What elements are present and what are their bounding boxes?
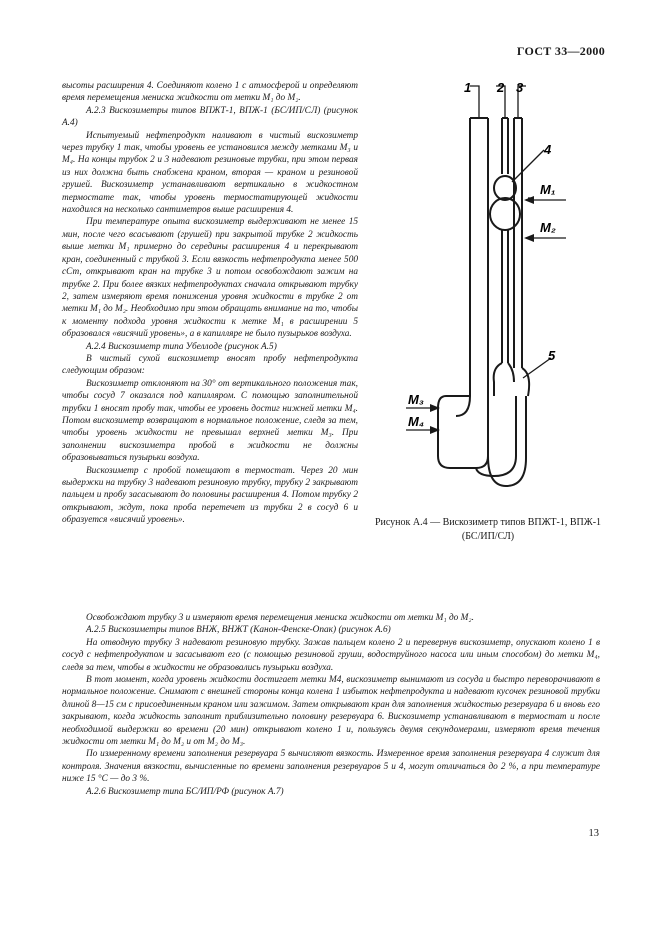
document-header: ГОСТ 33—2000 — [516, 44, 605, 58]
figure-label-4: 4 — [544, 142, 552, 157]
paragraph: Испытуемый нефтепродукт наливают в чистый вискозиметр через трубку 1 так, чтобы уровень ее установился между метками M₃ и M₄. На концы трубок 2 и 3 надевают резиновые трубки, при этом первая из них должна быть снабжена краном, вторая — краном и резиновой грушей. Вискозиметр устанавливают вертикально в жидкостном термостате так, чтобы уровень термостатирующей жидкости находился на несколько сантиметров выше расширения 4. — [62, 130, 358, 216]
page-number: 13 — [588, 828, 599, 839]
section-heading-a24: A.2.4 Вискозиметр типа Убеллоде (рисунок А.5) — [86, 341, 277, 352]
paragraph: Вискозиметр с пробой помещают в термостат. Через 20 мин выдержки на трубку 3 надевают резиновую трубку, трубку 2 закрывают пальцем и пробу засасывают до половины расширения 4. Потом трубку 2 открывают, ждут, пока проба перетечет из трубки 2 в сосуд 6 и образуется «висячий уровень». — [62, 465, 358, 526]
mark-m3-label: M₃ — [408, 392, 424, 407]
paragraph: На отводную трубку 3 надевают резиновую трубку. Зажав пальцем колено 2 и перевернув вискозиметр, опускают колено 1 в сосуд с нефтепродуктом и засасывают его (с помощью резиновой груши, водоструйного насоса или иным способом) до метки M₄, следя за тем, чтобы в жидкости не образовались пузырьки воздуха. — [62, 637, 600, 673]
section-heading-a25: A.2.5 Вискозиметры типов ВНЖ, ВНЖТ (Канон-Фенске-Опак) (рисунок А.6) — [86, 625, 391, 636]
viscometer-drawing — [366, 78, 611, 498]
paragraph: При температуре опыта вискозиметр выдерживают не менее 15 мин, после чего всасывают (грушей) при закрытой трубке 2 жидкость выше метки M₁ примерно до середины расширения 4 и перекрывают кран, соединенный с трубкой 3. Если вязкость нефтепродукта менее 500 сСт, открывают кран на трубке 3 и потом освобождают зажим на трубке 2. При более вязких нефтепродуктах сначала открывают трубку 2, затем измеряют время понижения уровня жидкости в трубке 2 от метки M₁ до M₂. Необходимо при этом обращать внимание на то, чтобы к моменту подхода уровня жидкости к метке M₁ в расширении 5 образовался «висячий уровень», а в капилляре не было пузырьков воздуха. — [62, 217, 358, 340]
paragraph: Вискозиметр отклоняют на 30° от вертикального положения так, чтобы сосуд 7 оказался под капилляром. С помощью заполнительной трубки 1 вносят пробу так, чтобы ее уровень достиг нижней метки M₄. Потом вискозиметр возвращают в нормальное положение, следя за тем, чтобы уровень жидкости не превышал верхней метки M₃. При заполнении вискозиметра пробой в жидкости не должны образовываться пузырьки воздуха. — [62, 378, 358, 464]
section-heading-a23: A.2.3 Вискозиметры типов ВПЖТ-1, ВПЖ-1 (БС/ИП/СЛ) (рисунок А.4) — [62, 105, 358, 129]
figure-label-1: 1 — [464, 80, 472, 95]
paragraph: высоты расширения 4. Соединяют колено 1 с атмосферой и определяют время перемещения мениска жидкости от метки M₁ до M₂. — [62, 81, 358, 104]
paragraph: По измеренному времени заполнения резервуара 5 вычисляют вязкость. Измеренное время заполнения резервуара 4 служит для контроля. Значения вязкости, вычисленные по времени заполнения резервуаров 5 и 4, могут отличаться до 2 %, а при температуре ниже 15 °С — до 3 %. — [62, 749, 600, 785]
full-width-text — [62, 612, 600, 798]
mark-m2-label: M₂ — [540, 220, 556, 235]
figure-caption: Рисунок А.4 — Вискозиметр типов ВПЖТ-1, ВПЖ-1 (БС/ИП/СЛ) — [374, 517, 602, 542]
figure-label-5: 5 — [548, 348, 556, 363]
figure-label-3: 3 — [516, 80, 524, 95]
paragraph: В тот момент, когда уровень жидкости достигает метки M4, вискозиметр вынимают из сосуда и быстро переворачивают в нормальное положение. Снимают с внешней стороны конца колена 1 избыток нефтепродукта и надевают кусочек резиновой трубки длиной 8—15 см с присоединенным краном или зажимом. Затем открывают кран для заполнения жидкостью резервуара 6 и вновь его закрывают, когда жидкость заполнит приблизительно половину резервуара 6. Вискозиметр устанавливают в термостат и после необходимой выдержки во времени (20 мин) открывают колено 1 и, пользуясь двумя секундомерами, измеряют время течения жидкости от метки M₁ до M₂ и от M₂ до M₃. — [62, 675, 600, 748]
viscometer-figure — [366, 78, 611, 498]
paragraph: Освобождают трубку 3 и измеряют время перемещения мениска жидкости от метки M₁ до M₂. — [86, 613, 474, 623]
paragraph: В чистый сухой вискозиметр вносят пробу нефтепродукта следующим образом: — [62, 353, 358, 377]
left-text-column — [62, 80, 358, 527]
mark-m4-label: M₄ — [408, 414, 425, 429]
figure-label-2: 2 — [497, 80, 505, 95]
section-heading-a26: A.2.6 Вискозиметр типа БС/ИП/РФ (рисунок А.7) — [86, 786, 284, 797]
mark-m1-label: M₁ — [540, 182, 556, 197]
